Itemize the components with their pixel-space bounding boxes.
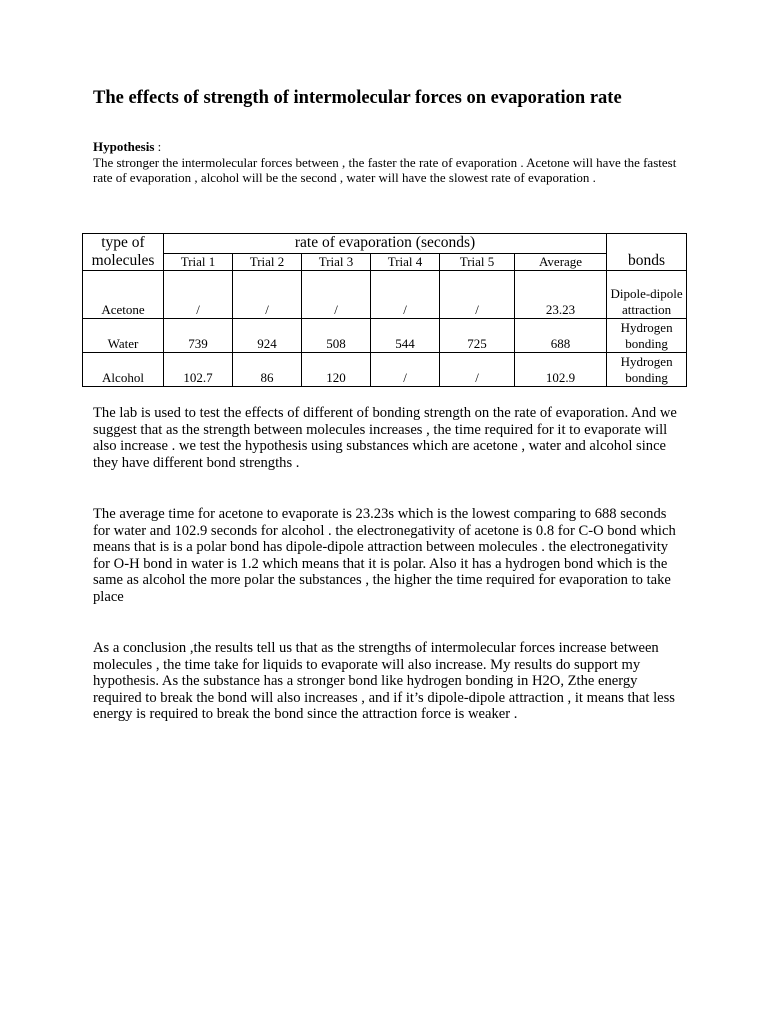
analysis-paragraph: The average time for acetone to evaporate is 23.23s which is the lowest comparing to 688 seconds for water and 102.9 seconds for alcohol . the electronegativity of acetone is 0.8 for C-O bond which means that is is a polar bond has dipole-dipole attraction between molecules . the electronegativity for O-H bond in water is 1.2 which means that it is polar. Also it has a hydrogen bond which is the same as alcohol the more polar the substances , the higher the time required for evaporation to take place <box>93 506 676 605</box>
table-cell: 102.7 <box>164 353 233 387</box>
molecule-name: Acetone <box>83 271 164 319</box>
hypothesis-section <box>93 139 683 186</box>
average-cell: 688 <box>515 319 607 353</box>
table-header-row <box>83 234 687 254</box>
table-cell: / <box>371 353 440 387</box>
table-cell: / <box>164 271 233 319</box>
table-row <box>83 271 687 319</box>
table-cell: 725 <box>440 319 515 353</box>
trial-header: Trial 4 <box>371 253 440 270</box>
hypothesis-text: The stronger the intermolecular forces between , the faster the rate of evaporation . Acetone will have the fastest rate of evaporation , alcohol will be the second , water will have the slowest rate of evaporation . <box>93 154 677 185</box>
table-cell: / <box>440 353 515 387</box>
trial-header: Trial 2 <box>233 253 302 270</box>
hypothesis-label: Hypothesis <box>93 139 155 154</box>
table-row <box>83 319 687 353</box>
average-header: Average <box>515 253 607 270</box>
table-cell: 544 <box>371 319 440 353</box>
table-cell: 508 <box>302 319 371 353</box>
bond-cell: Dipole-dipole attraction <box>607 271 687 319</box>
conclusion-paragraph: As a conclusion ,the results tell us that as the strengths of intermolecular forces increase between molecules , the time take for liquids to evaporate will also increase. My results do support my hypothesis. As the substance has a stronger bond like hydrogen bonding in H2O, Zthe energy required to break the bond will also increases , and if it’s dipole-dipole attraction , it means that less energy is required to break the bond since the attraction force is weaker . <box>93 640 675 723</box>
molecule-name: Alcohol <box>83 353 164 387</box>
table-cell: / <box>233 271 302 319</box>
trial-header: Trial 5 <box>440 253 515 270</box>
introduction-paragraph: The lab is used to test the effects of different of bonding strength on the rate of evaporation. And we suggest that as the strength between molecules increases , the time required for it to evaporate will also increase . we test the hypothesis using substances which are acetone , water and alcohol since they have different bond strengths . <box>93 405 677 471</box>
trial-header: Trial 1 <box>164 253 233 270</box>
page-title: The effects of strength of intermolecular forces on evaporation rate <box>93 88 622 108</box>
table-cell: / <box>371 271 440 319</box>
hypothesis-colon: : <box>154 139 162 154</box>
trial-header-row <box>83 253 687 270</box>
table-cell: 120 <box>302 353 371 387</box>
table-cell: 924 <box>233 319 302 353</box>
trial-header: Trial 3 <box>302 253 371 270</box>
table-cell: / <box>302 271 371 319</box>
average-cell: 102.9 <box>515 353 607 387</box>
bond-cell: Hydrogen bonding <box>607 353 687 387</box>
molecule-name: Water <box>83 319 164 353</box>
average-cell: 23.23 <box>515 271 607 319</box>
table-cell: 86 <box>233 353 302 387</box>
bonds-header: bonds <box>607 234 687 271</box>
rate-of-evaporation-header: rate of evaporation (seconds) <box>164 234 607 254</box>
results-table <box>82 233 687 387</box>
bond-cell: Hydrogen bonding <box>607 319 687 353</box>
table-cell: / <box>440 271 515 319</box>
type-of-molecules-header: type of molecules <box>83 234 164 271</box>
table-row <box>83 353 687 387</box>
table-cell: 739 <box>164 319 233 353</box>
